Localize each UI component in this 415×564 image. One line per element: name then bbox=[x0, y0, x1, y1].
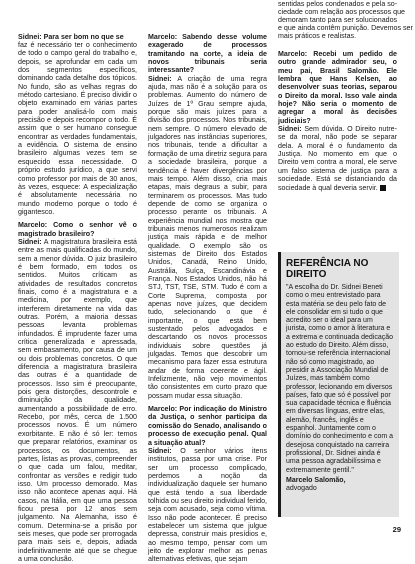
col1-question-2: Marcelo: Como o senhor vê o magistrado brasileiro? bbox=[18, 221, 137, 238]
column-2 bbox=[148, 33, 267, 564]
box-quote: "A escolha do Dr. Sidnei Beneti como o meu entrevistado para esta matéria se deu pelo fato de ele consolidar em si tudo o que acredito ser o ideal para um jurista, como o amor à literatura e a extrema e continuada dedicação ao estudo do Direito. Além disso, tornou-se referência internacional não só como magistrado, ao presidir a Associação Mundial de Juízes, mas também como professor, lecionando em diversos países, fato que só é possível por sua capacidade técnica e fluência em diversas línguas, entre elas, alemão, francês, inglês e espanhol. Juntamente com o domínio do conhecimento e com a desejosa conquistado na carreira profissional, Dr. Sidnei ainda é uma pessoa agradabilíssima e extremamente gentil." bbox=[286, 284, 394, 474]
col3-line-5: mais práticos e realistas. bbox=[278, 32, 357, 40]
col2-answer-1 bbox=[148, 75, 267, 400]
col2-answer-2 bbox=[148, 447, 267, 564]
col1-answer-2 bbox=[18, 238, 137, 563]
col3-line-1: sentidas pelos condenados e pela so- bbox=[278, 0, 398, 8]
col3-line-2: ciedade com relação aos processos que bbox=[278, 8, 405, 16]
answer-speaker: Sidnei: bbox=[148, 74, 172, 83]
end-square-icon bbox=[380, 185, 386, 191]
answer-text: Sem dúvida. O Direito nutre-se da moral, não pode se separar dela. A moral é o fundamento da Justiça. No momento em que o Direito vem contra a moral, ele serve um falso sistema de justiça para a sociedade. Está se distanciando da sociedade à qual deveria servir. bbox=[278, 125, 397, 192]
col1-first-line-text: Sidnei: Para ser bom no que se bbox=[18, 33, 124, 41]
signature-name: Marcelo Salomão, bbox=[286, 476, 346, 484]
answer-text: A magistratura brasileira está entre as mais qualificadas do mundo, sem a menor dúvida. O juiz brasileiro é bem formado, em todos os sentidos. Muitos críticam as atividades de resultados concretos finais, como é a magistratura e a medicina, por exemplo, que interferem diretamente na vida das outras. Porém, a maioria dessas pessoas levanta problemas infundados. É imprudente fazer uma crítica generalizada e apressada, sem embasamento, por causa de um ou dois problemas concretos. O que diferencia a magistratura brasileira das outras é a quantidade de processos. Isso sim é preocupante, pois gera distorções, descontrole e diminuição da qualidade, aumentando a possibilidade de erro. Recebo, por mês, cerca de 1.500 processos novos. É um número exorbitante. E não é só ler: temos que preparar relatórios, examinar os processos, os documentos, as partes, listas as provas, compreender o que cada um falou, meditar, confrontar as versões e redigir tudo isso. Um processo demorado. Mas isso não acontece apenas aqui. Há casos, na Itália, em que uma pessoa ficou presa por 12 anos sem julgamento. Na Alemanha, isso é comum. Determina-se a prisão por seis meses, que pode ser prorrogada para mais seis e, depois, adiada indefinitivamente até que se chegue a uma conclusão. bbox=[18, 237, 137, 563]
col3-answer-1 bbox=[278, 125, 397, 192]
column-1 bbox=[18, 41, 137, 563]
box-accent-bar bbox=[278, 252, 281, 517]
col1-answer-1: faz é necessário ter o conhecimento de todo o campo geral do trabalho e, depois, se aprofundar em cada um dos segmentos específicos, dominando cada detalhe dos tópicos. No fundo, são as velhas regras do método cartesiano. É preciso dividir o objeto examinado em várias partes para poder analisá-lo com mais precisão e depois recompor o todo. É assim que o ser humano consegue encontrar as verdades fundamentais, a evidência. O sistema de ensino brasileiro algumas vezes tem se esquecido essa necessidade. O próprio estudo jurídico, a que servi como professor por mais de 30 anos, às vezes, esquece: A especialização é absolutamente necessária no mundo moderno porque o todo é gigantesco. bbox=[18, 41, 137, 216]
signature-role: advogado bbox=[286, 485, 317, 493]
col3-line-4: e que ainda contêm punição. Devemos ser bbox=[278, 24, 413, 32]
box-title: REFERÊNCIA NO DIREITO bbox=[286, 258, 369, 280]
answer-speaker: Sidnei: bbox=[148, 446, 172, 455]
col3-line-3: demoram tanto para ser solucionados bbox=[278, 16, 398, 24]
box-content bbox=[286, 258, 394, 493]
answer-text: O senhor vários itens institutos, passa por uma crise. Por ser um processo complicado, perdemos a noção da individualização daquele ser humano que está tendo a sua liberdade tolhida ou seu direito individual ferido, seja com acusado, seja como vítima. Isso não pode acontecer. É preciso estabelecer um sistema que julgue depressa, construir mais presídios e, ao mesmo tempo, pensar com um jeito de explorar melhor as penas alternativas efetivas, que sejam bbox=[148, 446, 267, 564]
answer-speaker: Sidnei: bbox=[18, 237, 42, 246]
col2-question-2: Marcelo: Por indicação do Ministro da Justiça, o senhor participa da comissão do Senado, analisando o processo de execução penal. Qual a situação atual? bbox=[148, 405, 267, 447]
page-number: 29 bbox=[392, 525, 401, 534]
column-3 bbox=[278, 50, 397, 192]
sidebar-box bbox=[278, 252, 399, 517]
answer-text: A criação de uma regra ajuda, mas não é a solução para os problemas. Aumento do número de Juízes de 1º Grau sempre ajuda, porque são mais juízes para a divisão dos processos. Nos tribunais, nem sempre. O número elevado de julgadores nas instâncias superiores, nos tribunais, tende a dificultar a formação de uma diretriz segura para a sociedade brasileira, porque a tendência é haver divergências por mais tempo. Além disso, cria mais etapas, mais degraus a subir, para terminarem os processos. Mas tudo depende de como se organiza o processo perante os tribunais. A experiência mundial nos mostra que tribunais menos numerosos realizam justiça mais rápida e de melhor qualidade. O exemplo são os sistemas de Direito dos Estados Unidos, Canadá, Reino Unido, Austrália, Suíça, Escandinávia e França. Nos Estados Unidos, não há STJ, TST, TSE, STM. Tudo é com a Corte Suprema, composta por apenas nove juízes, que decidem tudo, selecionando o que é importante, o que está bem sustentado pelos advogados e descartando os novos processos individuais sobre questões já julgadas. Temos que descobrir um mecanismo para fazer essa estrutura andar de forma coerente e ágil. Infelizmente, não vejo movimentos tão consistentes em curto prazo que possam mudar essa situação. bbox=[148, 74, 267, 400]
col2-question-1: Marcelo: Sabendo desse volume exagerado de processos tramitando na corte, a ideia de novos tribunais seria interessante? bbox=[148, 33, 267, 75]
answer-speaker: Sidnei: bbox=[278, 125, 302, 134]
col3-question-1: Marcelo: Recebi um pedido de outro grande admirador seu, o meu pai, Brasil Salomão. Ele lembra que Hans Kelsen, ao desenvolver suas teorias, separou o Direito da moral. Isso vale ainda hoje? Não seria o momento de agregar a moral às decisões judiciais? bbox=[278, 50, 397, 125]
box-signature bbox=[286, 477, 394, 494]
